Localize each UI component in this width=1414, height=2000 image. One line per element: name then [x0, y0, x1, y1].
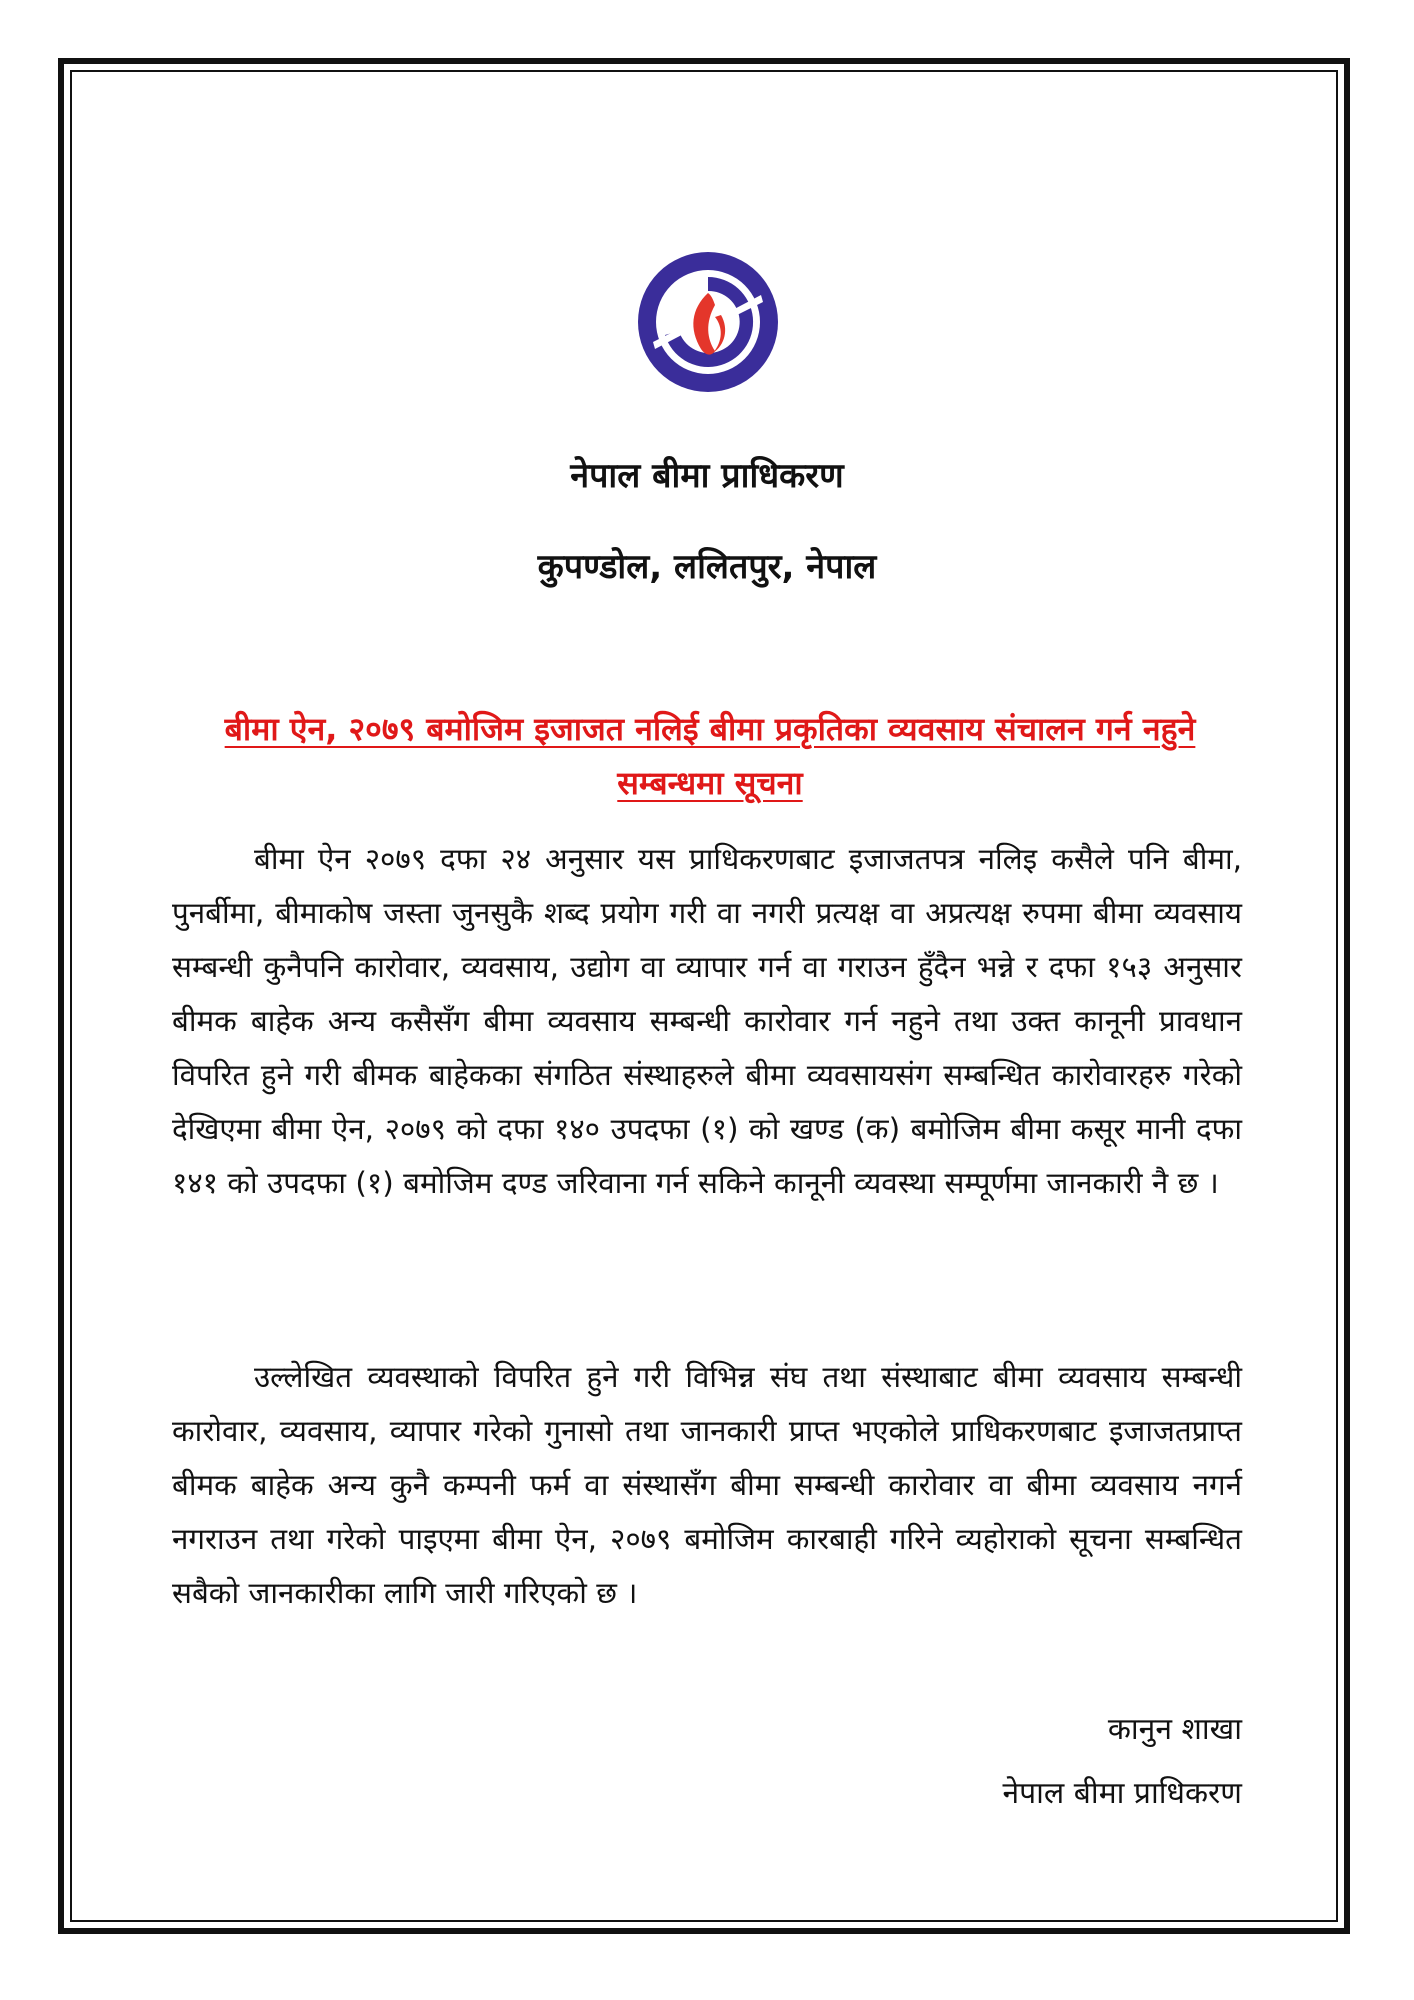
nepal-insurance-authority-logo-icon [633, 247, 783, 397]
signature-organization: नेपाल बीमा प्राधिकरण [1002, 1776, 1242, 1811]
notice-title: बीमा ऐन, २०७९ बमोजिम इजाजत नलिई बीमा प्रकृतिका व्यवसाय संचालन गर्न नहुने सम्बन्धमा सूचना [224, 710, 1196, 802]
signature-department: कानुन शाखा [1107, 1712, 1242, 1747]
notice-paragraph: उल्लेखित व्यवस्थाको विपरित हुने गरी विभिन्न संघ तथा संस्थाबाट बीमा व्यवसाय सम्बन्धी कारोवार, व्यवसाय, व्यापार गरेको गुनासो तथा जानकारी प्राप्त भएकोले प्राधिकरणबाट इजाजतप्राप्त बीमक बाहेक अन्य कुनै कम्पनी फर्म वा संस्थासँग बीमा सम्बन्धी कारोवार वा बीमा व्यवसाय नगर्न नगराउन तथा गरेको पाइएमा बीमा ऐन, २०७९ बमोजिम कारबाही गरिने व्यहोराको सूचना सम्बन्धित सबैको जानकारीका लागि जारी गरिएको छ । [172, 1360, 1242, 1610]
organization-address: कुपण्डोल, ललितपुर, नेपाल [537, 547, 877, 587]
organization-name: नेपाल बीमा प्राधिकरण [570, 456, 844, 496]
notice-paragraph: बीमा ऐन २०७९ दफा २४ अनुसार यस प्राधिकरणबाट इजाजतपत्र नलिइ कसैले पनि बीमा, पुनर्बीमा, बीमाकोष जस्ता जुनसुकै शब्द प्रयोग गरी वा नगरी प्रत्यक्ष वा अप्रत्यक्ष रुपमा बीमा व्यवसाय सम्बन्धी कुनैपनि कारोवार, व्यवसाय, उद्योग वा व्यापार गर्न वा गराउन हुँदैन भन्ने र दफा १५३ अनुसार बीमक बाहेक अन्य कसैसँग बीमा व्यवसाय सम्बन्धी कारोवार गर्न नहुने तथा उक्त कानूनी प्रावधान विपरित हुने गरी बीमक बाहेकका संगठित संस्थाहरुले बीमा व्यवसायसंग सम्बन्धित कारोवारहरु गरेको देखिएमा बीमा ऐन, २०७९ को दफा १४० उपदफा (१) को खण्ड (क) बमोजिम बीमा कसूर मानी दफा १४१ को उपदफा (१) बमोजिम दण्ड जरिवाना गर्न सकिने कानूनी व्यवस्था सम्पूर्णमा जानकारी नै छ । [172, 842, 1242, 1200]
